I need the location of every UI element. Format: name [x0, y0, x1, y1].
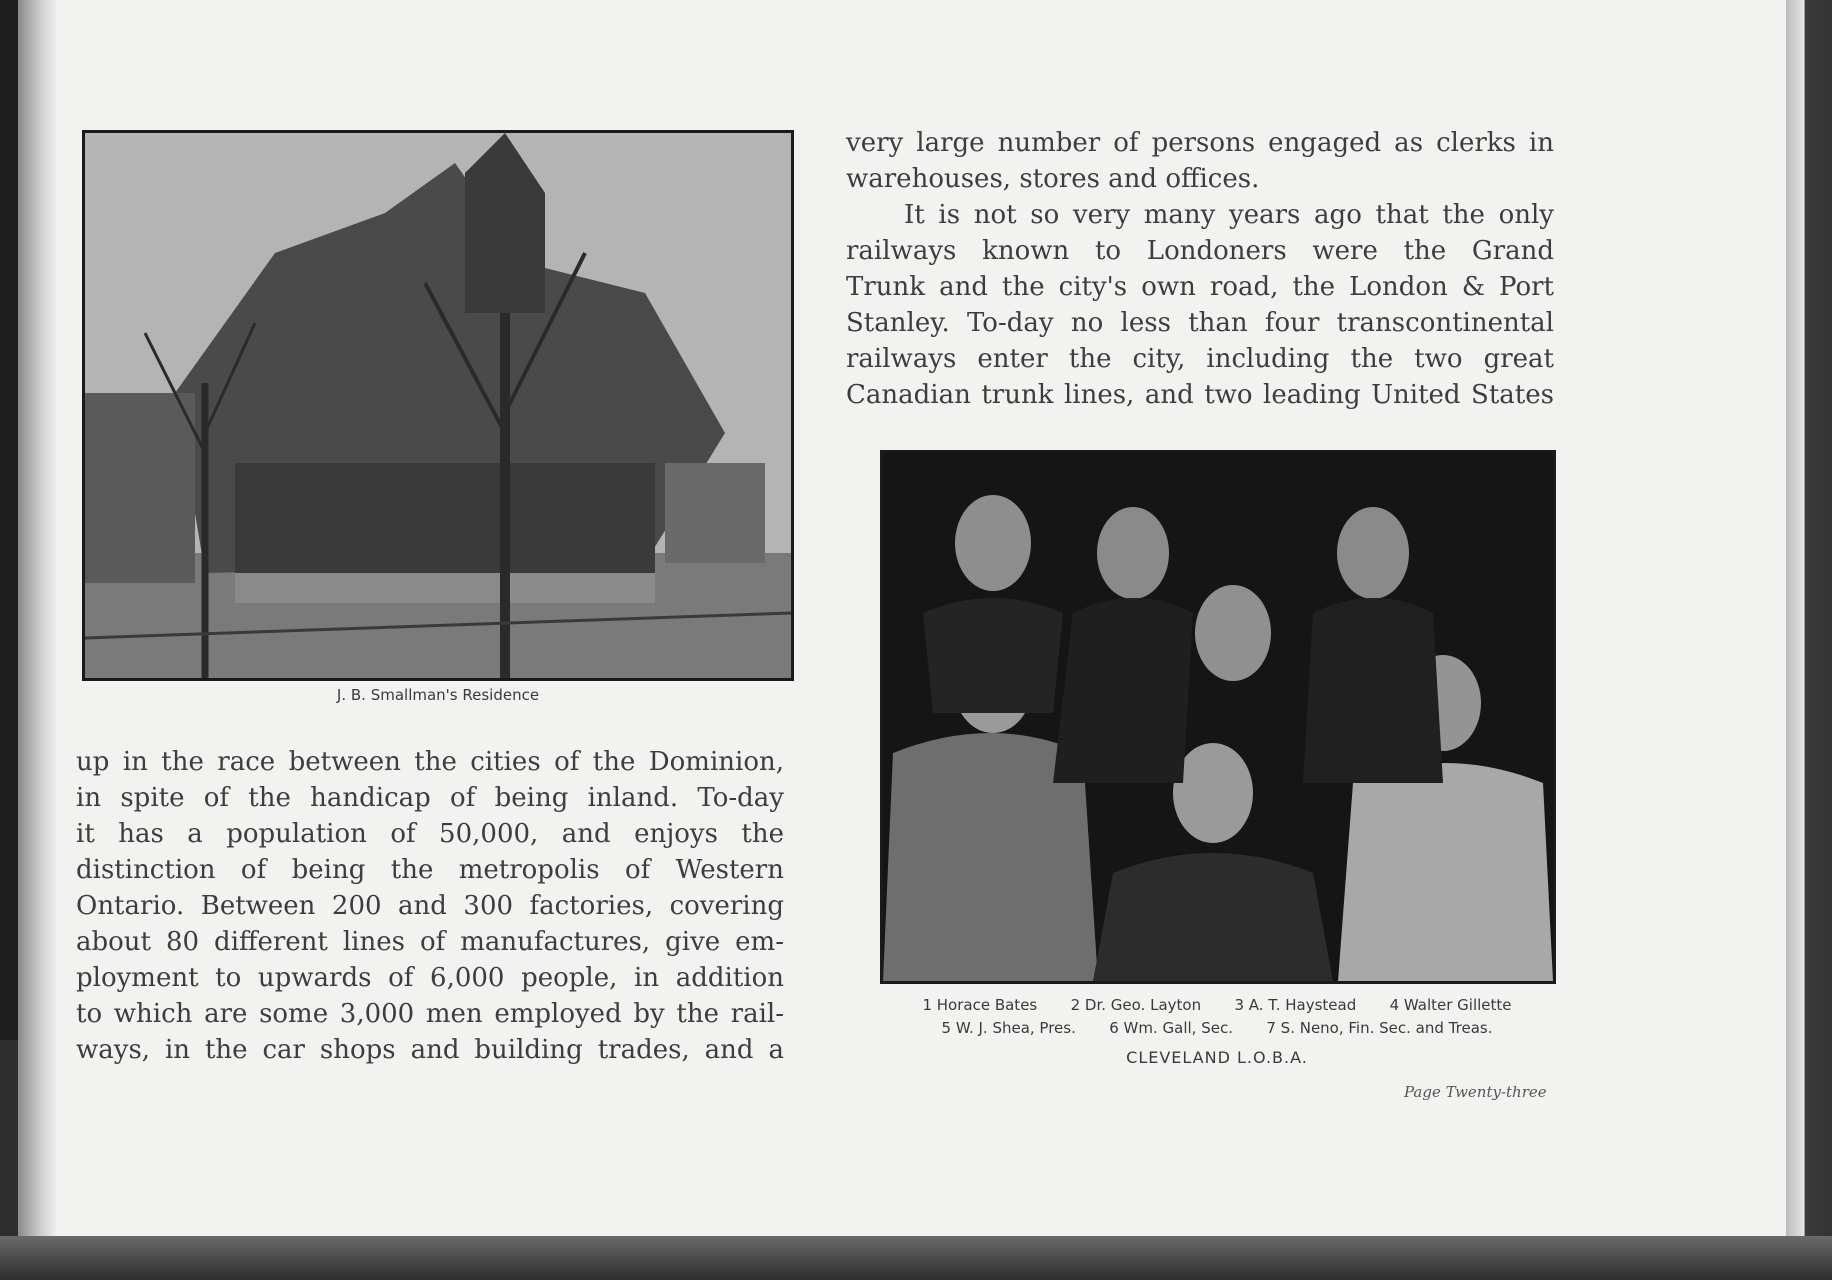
- text-line: very large number of persons engaged as clerks in: [846, 128, 1554, 158]
- group-photo-caption-names-1: 1 Horace Bates 2 Dr. Geo. Layton 3 A. T. Haystead 4 Walter Gillette: [922, 996, 1512, 1014]
- house-photo-caption: J. B. Smallman's Residence: [336, 686, 540, 704]
- text-line: Trunk and the city's own road, the London & Port: [846, 272, 1554, 302]
- text-line: distinction of being the metropolis of Western: [76, 855, 784, 885]
- bottom-page-edge: [0, 1236, 1832, 1280]
- text-line: Stanley. To-day no less than four transcontinental: [846, 308, 1554, 338]
- group-photo-caption-names-2: 5 W. J. Shea, Pres. 6 Wm. Gall, Sec. 7 S. Neno, Fin. Sec. and Treas.: [941, 1019, 1493, 1037]
- page-number: Page Twenty-three: [1404, 1083, 1547, 1101]
- text-line: to which are some 3,000 men employed by the rail-: [76, 999, 784, 1029]
- text-line: It is not so very many years ago that the only: [904, 200, 1554, 230]
- text-line: it has a population of 50,000, and enjoys the: [76, 819, 784, 849]
- group-photo-caption-title: CLEVELAND L.O.B.A.: [1126, 1048, 1308, 1067]
- text-line: up in the race between the cities of the Dominion,: [76, 747, 784, 777]
- text-line: about 80 different lines of manufactures, give em-: [76, 927, 784, 957]
- text-line: warehouses, stores and offices.: [846, 164, 1260, 194]
- gutter-shadow: [18, 0, 56, 1240]
- right-page-edge: [1786, 0, 1832, 1240]
- text-line: ways, in the car shops and building trades, and a: [76, 1035, 784, 1065]
- text-line: in spite of the handicap of being inland. To-day: [76, 783, 784, 813]
- text-line: ployment to upwards of 6,000 people, in addition: [76, 963, 784, 993]
- text-line: railways known to Londoners were the Grand: [846, 236, 1554, 266]
- left-column-text: [76, 744, 784, 1068]
- text-line: Canadian trunk lines, and two leading United States: [846, 380, 1554, 410]
- text-line: railways enter the city, including the two great: [846, 344, 1554, 374]
- house-photograph: [82, 130, 794, 681]
- group-photograph: [880, 450, 1556, 984]
- right-column-text: [846, 125, 1554, 413]
- text-line: Ontario. Between 200 and 300 factories, covering: [76, 891, 784, 921]
